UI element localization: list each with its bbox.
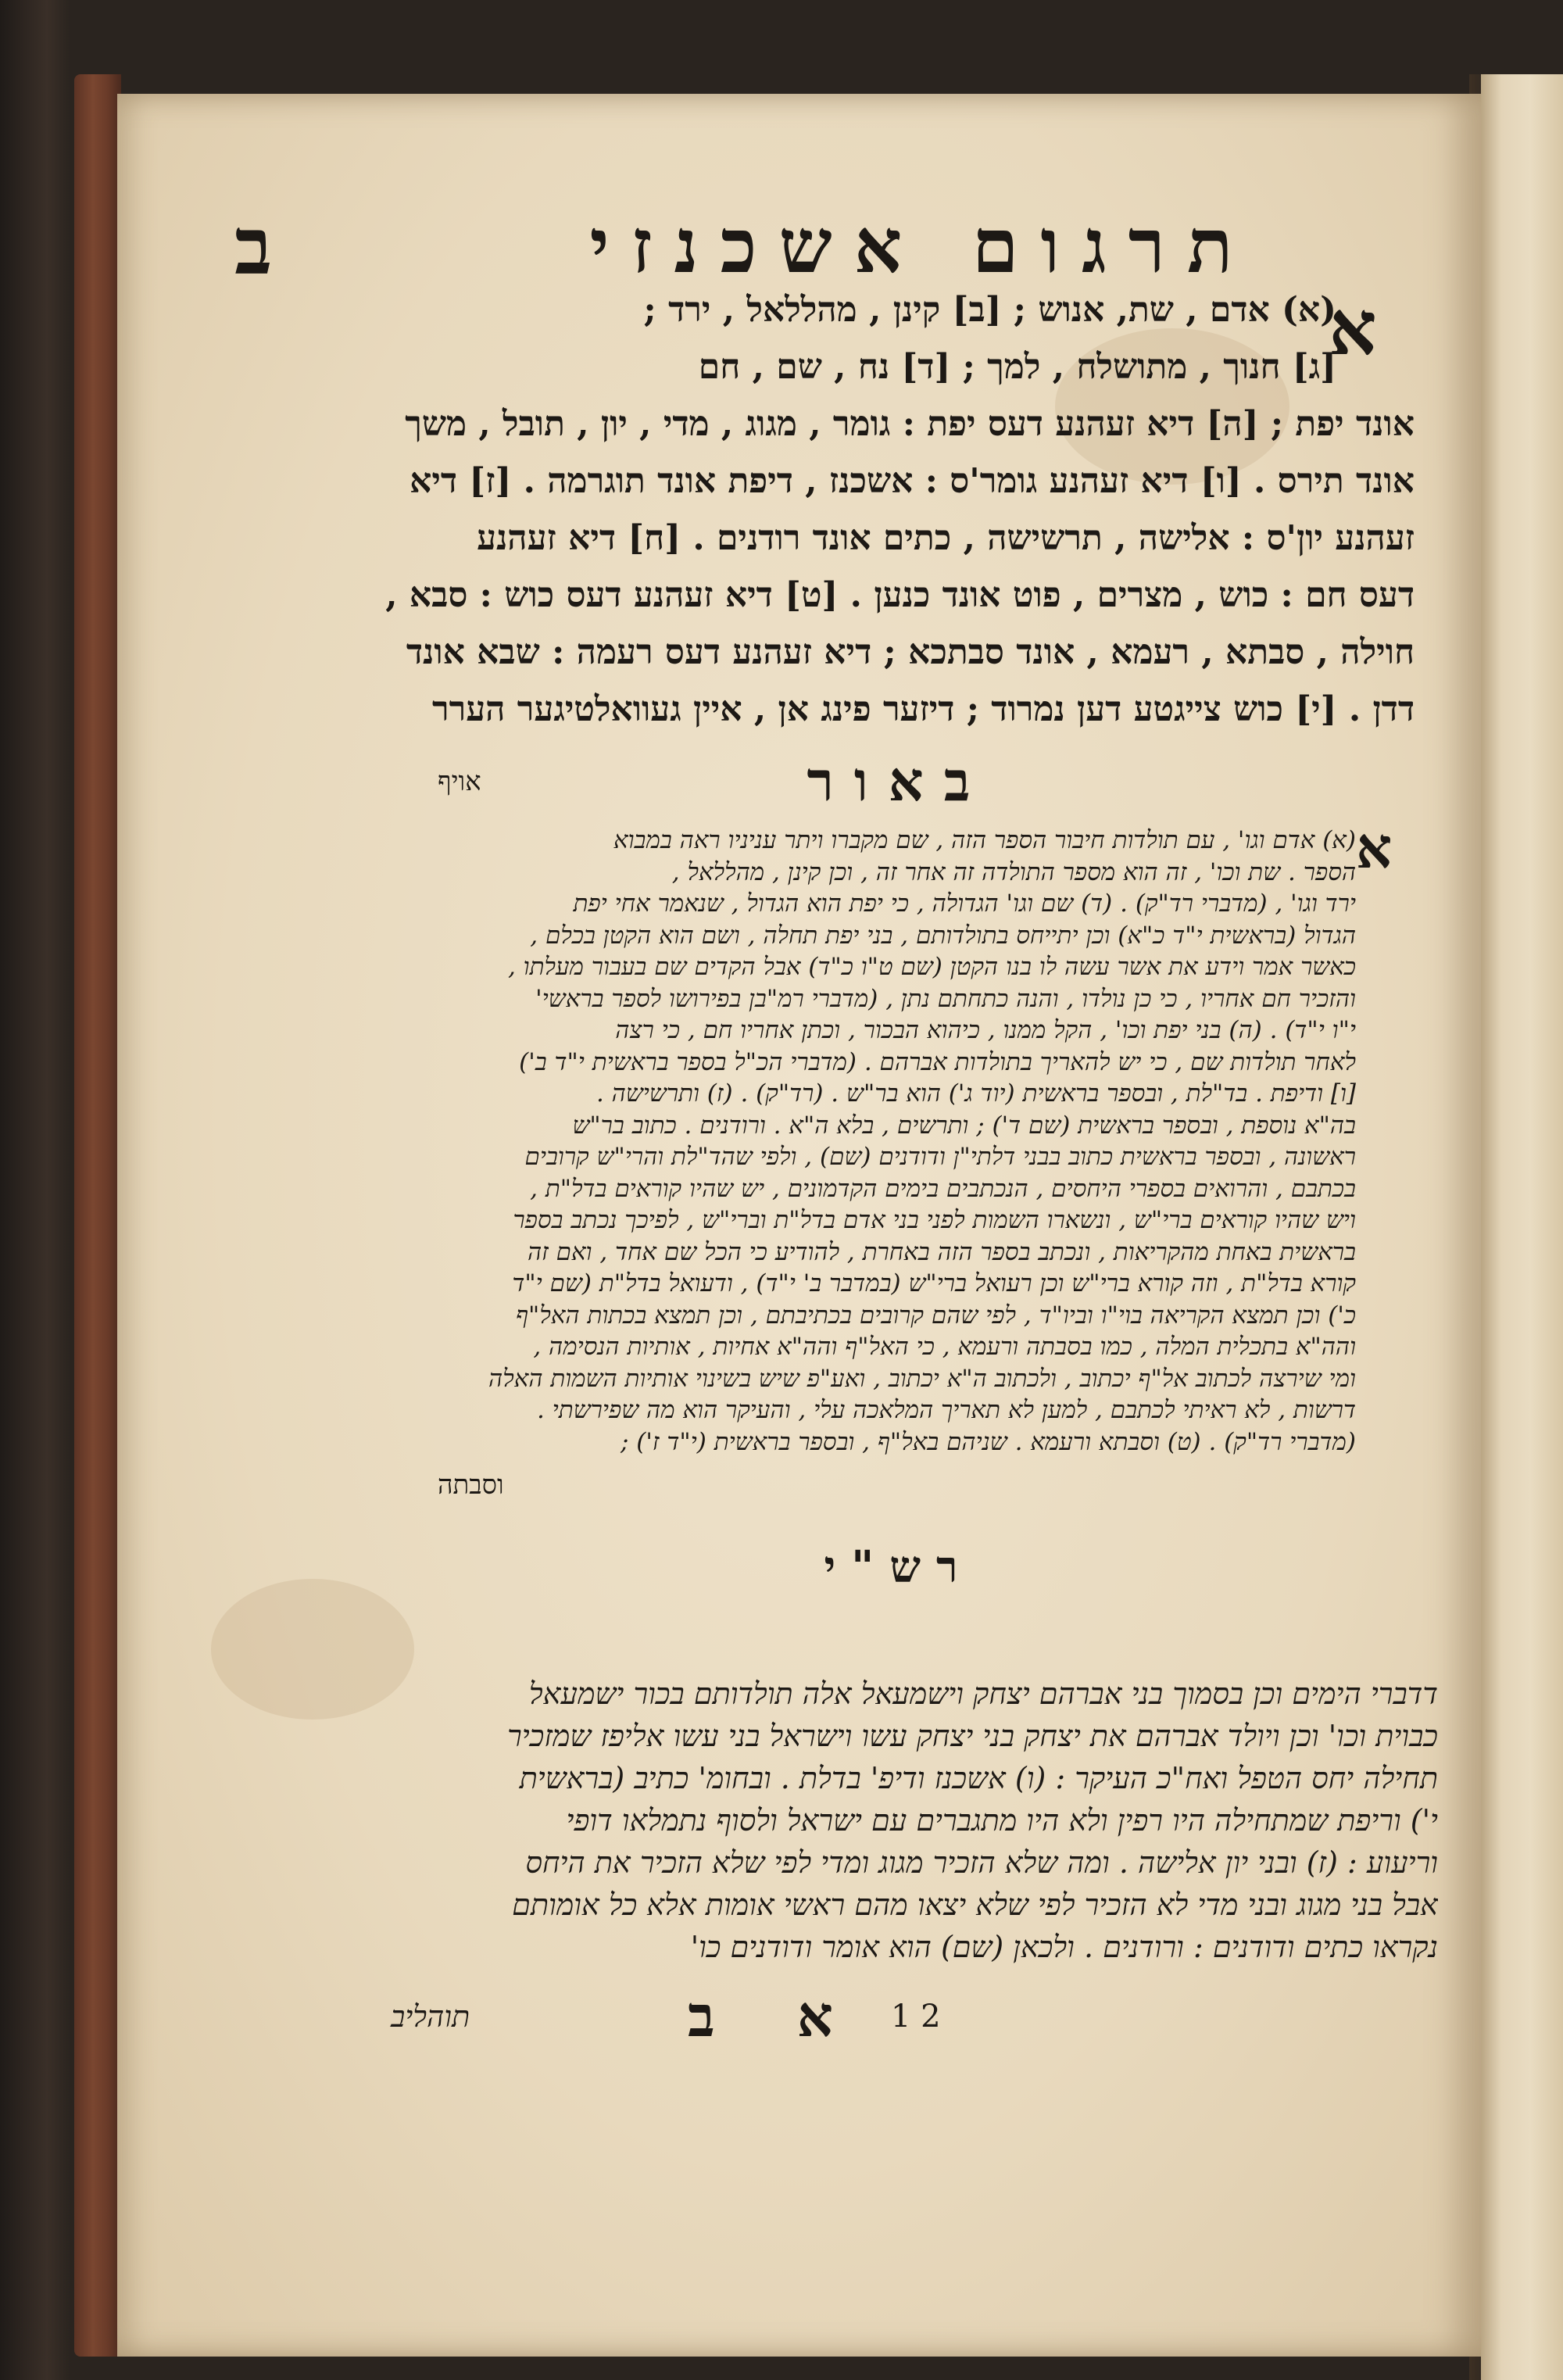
main-text-block-full <box>332 395 1415 738</box>
main-line: (א) אדם , שת, אנוש ; [ב] קינן , מהללאל , ירד ; <box>643 290 1336 330</box>
signature-mark: א ב <box>688 1983 864 2049</box>
commentary-line: והזכיר חם אחריו , כי כן נולדו , והנה כתחתם נתן , (מדברי רמ"בן בפירושו לספר בראשי' <box>535 984 1356 1013</box>
biur-catchword: וסבתה <box>438 1469 504 1501</box>
signature-numerals: 1 2 <box>891 1999 941 2035</box>
rashi-line: נקראו כתים ודודנים : ורודנים . ולכאן (שם) הוא אומר ודודנים כו' <box>690 1930 1438 1964</box>
main-text-block <box>332 281 1336 395</box>
commentary-line: בה"א נוספת , ובספר בראשית (שם ד') ; ותרשים , בלא ה"א . ורודנים . כתוב בר"ש <box>572 1111 1356 1140</box>
main-line: דעס חם : כוש , מצרים , פוט אונד כנען . [ט] דיא זעהנע דעס כוש : סבא , <box>385 575 1415 615</box>
chapter-mark: א <box>1329 284 1377 372</box>
page-letter: ב <box>234 200 273 292</box>
commentary-line: הגדול (בראשית י"ד כ"א) וכן יתייחס בתולדותם , בני יפת תחלה , ושם הוא הקטן בכלם , <box>530 921 1356 950</box>
commentary-line: הספר . שת וכו' , זה הוא מספר התולדה זה אחר זה , וכן קינן , מהללאל , <box>671 857 1356 886</box>
main-line: [ג] חנוך , מתושלח , למך ; [ד] נח , שם , חם <box>698 347 1336 387</box>
commentary-line: (א) אדם וגו' , עם תולדות חיבור הספר הזה , שם מקברו ויתר עניניו ראה במבוא <box>613 826 1356 854</box>
footer-catchword: תוהליב <box>391 1999 470 2034</box>
commentary-line: כ') וכן תמצא הקריאה בוי"ו וביו"ד , לפי שהם קרובים בכתיבתם , וכן תמצא בכתות האל"ף <box>516 1301 1356 1330</box>
book-binding <box>74 74 121 2357</box>
rashi-line: תחילה יחס הטפל ואח"כ העיקר : (ו) אשכנז ודיפ' בדלת . ובחומ' כתיב (בראשית <box>519 1761 1438 1795</box>
rashi-line: אבל בני מגוג ובני מדי לא הזכיר לפי שלא יצאו מהם ראשי אומות אלא כל אומותם <box>512 1888 1438 1922</box>
facing-page-edge <box>1481 74 1563 2380</box>
commentary-line: ראשונה , ובספר בראשית כתוב בבני דלתי"ן ודודנים (שם) , ולפי שהד"לת והרי"ש קרובים <box>524 1143 1356 1171</box>
main-catchword: אויף <box>438 766 481 797</box>
biur-initial: א <box>1356 814 1393 881</box>
rashi-heading: רש"י <box>824 1541 974 1593</box>
main-line: אונד תירס . [ו] דיא זעהנע גומר'ס : אשכנז , דיפת אונד תוגרמה . [ז] דיא <box>410 461 1415 501</box>
main-line: זעהנע יון'ס : אלישה , תרשישה , כתים אונד רודנים . [ח] דיא זעהנע <box>477 518 1415 558</box>
commentary-line: י"ו י"ד) . (ה) בני יפת וכו' , הקל ממנו , כיהוא הבכור , וכתן אחריו חם , כי רצה <box>615 1016 1356 1044</box>
commentary-line: לאחר תולדות שם , כי יש להאריך בתולדות אברהם . (מדברי הכ"ל בספר בראשית י"ד ב') <box>519 1047 1356 1076</box>
commentary-line: ירד וגו' , (מדברי רד"ק) . (ד) שם וגו' הגדולה , כי יפת הוא הגדול , שנאמר אחי יפת <box>573 889 1356 918</box>
commentary-line: קורא בדל"ת , וזה קורא ברי"ש וכן רעואל ברי"ש (במדבר ב' י"ד) , ודעואל בדל"ת (שם י"ד <box>512 1269 1356 1297</box>
commentary-line: (מדברי רד"ק) . (ט) וסבתא ורעמא . שניהם באל"ף , ובספר בראשית (י"ד ז') ; <box>620 1427 1356 1456</box>
page-title: תרגום אשכנזי <box>589 202 1255 290</box>
commentary-line: כאשר אמר וידע את אשר עשה לו בנו הקטן (שם ט"ו כ"ד) אבל הקדים שם בעבור מעלתו , <box>507 953 1356 981</box>
commentary-line: ויש שהיו קוראים ברי"ש , ונשארו השמות לפני בני אדם בדל"ת וברי"ש , לפיכך נכתב בספר <box>513 1206 1356 1234</box>
rashi-commentary <box>332 1673 1438 1968</box>
rashi-line: דדברי הימים וכן בסמוך בני אברהם יצחק וישמעאל אלה תולדותם בכור ישמעאל <box>528 1677 1438 1711</box>
main-line: חוילה , סבתא , רעמא , אונד סבתכא ; דיא זעהנע דעס רעמה : שבא אונד <box>406 632 1415 672</box>
rashi-line: וריעוע : (ז) ובני יון אלישה . ומה שלא הזכיר מגוג ומדי לפי שלא הזכיר את היחס <box>525 1845 1438 1880</box>
biur-commentary <box>254 825 1356 1458</box>
commentary-line: בראשית באחת מהקריאות , ונכתב בספר הזה באחרת , להודיע כי הכל שם אחד , ואם זה <box>527 1237 1356 1266</box>
commentary-line: [ו] ודיפת . בד"לת , ובספר בראשית (יוד ג') הוא בר"ש . (רד"ק) . (ז) ותרשישה . <box>596 1079 1356 1108</box>
rashi-line: כבוית וכו' וכן ויולד אברהם את יצחק בני יצחק עשו וישראל בני עשו אליפז שמזכיר <box>507 1719 1438 1753</box>
commentary-line: בכתבם , והרואים בספרי היחסים , הנכתבים בימים הקדמונים , יש שהיו קוראים בדל"ת , <box>530 1174 1356 1203</box>
commentary-line: ומי שירצה לכתוב אל"ף יכתוב , ולכתוב ה"א יכתוב , ואע"פ שיש בשינוי אותיות השמות האלה <box>488 1364 1356 1393</box>
biur-heading: באור <box>807 749 991 814</box>
page-footer <box>391 1983 1407 2049</box>
main-line: דדן . [י] כוש צייגטע דען נמרוד ; דיזער פינג אן , איין געוואלטיגער הערר <box>432 689 1415 729</box>
commentary-line: והה"א בתכלית המלה , כמו בסבתה ורעמא , כי האל"ף והה"א אחיות , אותיות הנסימה , <box>533 1333 1356 1361</box>
commentary-line: דרשות , לא ראיתי לכתבם , למען לא תאריך המלאכה עלי , והעיקר הוא מה שפירשתי . <box>536 1396 1356 1424</box>
rashi-line: י') וריפת שמתחילה היו רפין ולא היו מתגברים עם ישראל ולסוף נתמלאו דופי <box>566 1803 1438 1838</box>
main-line: אונד יפת ; [ה] דיא זעהנע דעס יפת : גומר , מגוג , מדי , יון , תובל , משך <box>405 404 1415 444</box>
